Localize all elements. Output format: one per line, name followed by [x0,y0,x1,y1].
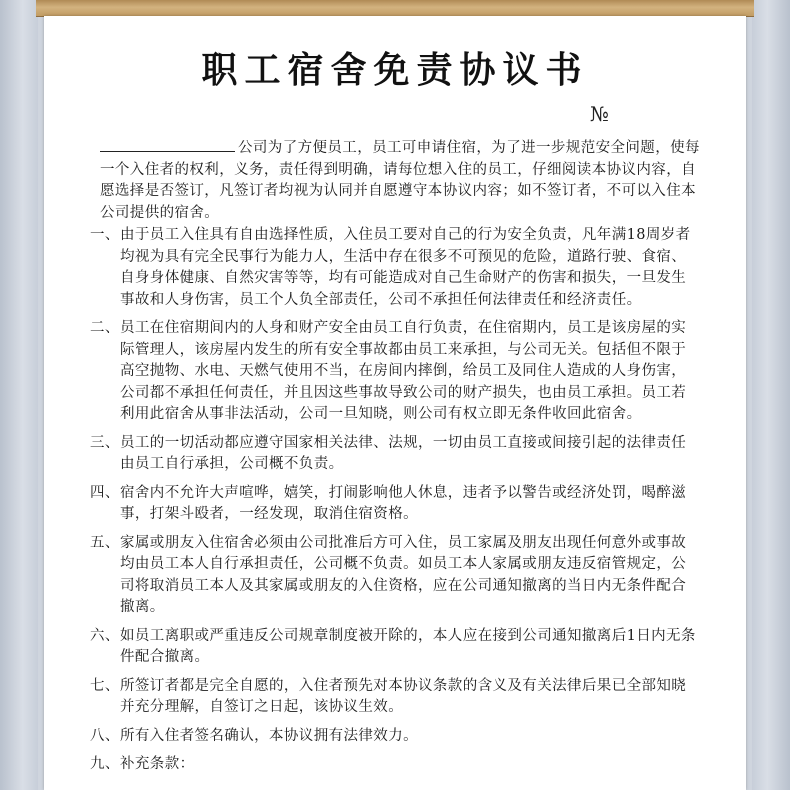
clause-text: 员工的一切活动都应遵守国家相关法律、法规，一切由员工直接或间接引起的法律责任由员工自行承担，公司概不负责。 [120,434,687,472]
intro-paragraph [100,136,700,224]
clause-number: 九、 [90,756,120,772]
clause-1 [90,225,700,311]
clause-4 [90,483,700,526]
background-right-edge [752,0,790,790]
clause-number: 八、 [90,727,120,744]
clause-number: 七、 [90,677,120,694]
agreement-body [90,136,700,783]
clipboard-binding [36,0,754,17]
clause-number: 二、 [90,320,120,336]
clause-text: 如员工离职或严重违反公司规章制度被开除的，本人应在接到公司通知撤离后1日内无条件配合撤离。 [120,627,696,665]
clause-2 [90,318,700,426]
clause-5 [90,533,700,619]
clause-text: 员工在住宿期间内的人身和财产安全由员工自行负责，在住宿期内，员工是该房屋的实际管理人，该房屋内发生的所有安全事故都由员工来承担，与公司无关。包括但不限于高空抛物、水电、天燃气使用不当，在房间内摔倒，给员工及同住人造成的人身伤害，公司都不承担任何责任，并且因这些事故导致公司的财产损失，也由员工承担。员工若利用此宿舍从事非法活动，公司一旦知晓，则公司有权立即无条件收回此宿舍。 [120,320,687,422]
clause-7 [90,676,700,719]
clause-number: 六、 [90,627,120,644]
document-title: 职工宿舍免责协议书 [201,49,589,91]
clause-number: 三、 [90,434,120,451]
clause-text: 补充条款： [120,756,195,772]
clause-3 [90,433,700,476]
clause-text: 所有入住者签名确认，本协议拥有法律效力。 [120,727,418,744]
clause-text: 所签订者都是完全自愿的，入住者预先对本协议条款的含义及有关法律后果已全部知晓并充分理解，自签订之日起，该协议生效。 [120,677,687,715]
clause-text: 宿舍内不允许大声喧哗，嬉笑，打闹影响他人休息，违者予以警告或经济处罚，喝醉滋事，打架斗殴者，一经发现，取消住宿资格。 [120,484,687,522]
clause-6 [90,626,700,669]
agreement-sheet [44,16,746,790]
clause-number: 五、 [90,534,120,551]
company-name-blank [100,136,235,152]
clause-number: 一、 [90,227,120,243]
clause-9 [90,754,700,776]
serial-number-label: № [590,102,609,126]
clause-text: 由于员工入住具有自由选择性质，入住员工要对自己的行为安全负责，凡年满18周岁者均视为具有完全民事行为能力人，生活中存在很多不可预见的危险，道路行驶、食宿、自身身体健康、自然灾害等等，均有可能造成对自己生命财产的伤害和损失，一旦发生事故和人身伤害，员工个人负全部责任，公司不承担任何法律责任和经济责任。 [120,227,691,308]
clause-text: 家属或朋友入住宿舍必须由公司批准后方可入住，员工家属及朋友出现任何意外或事故均由员工本人自行承担责任，公司概不负责。如员工本人家属或朋友违反宿管规定，公司将取消员工本人及其家属或朋友的入住资格，应在公司通知撤离的当日内无条件配合撤离。 [120,534,687,615]
background-left-edge [0,0,38,790]
clause-8 [90,726,700,748]
clause-number: 四、 [90,484,120,501]
intro-text: 公司为了方便员工，员工可申请住宿，为了进一步规范安全问题，使每一个入住者的权利，义务，责任得到明确，请每位想入住的员工，仔细阅读本协议内容，自愿选择是否签订，凡签订者均视为认同并自愿遵守本协议内容；如不签订者，不可以入住本公司提供的宿舍。 [100,140,700,221]
